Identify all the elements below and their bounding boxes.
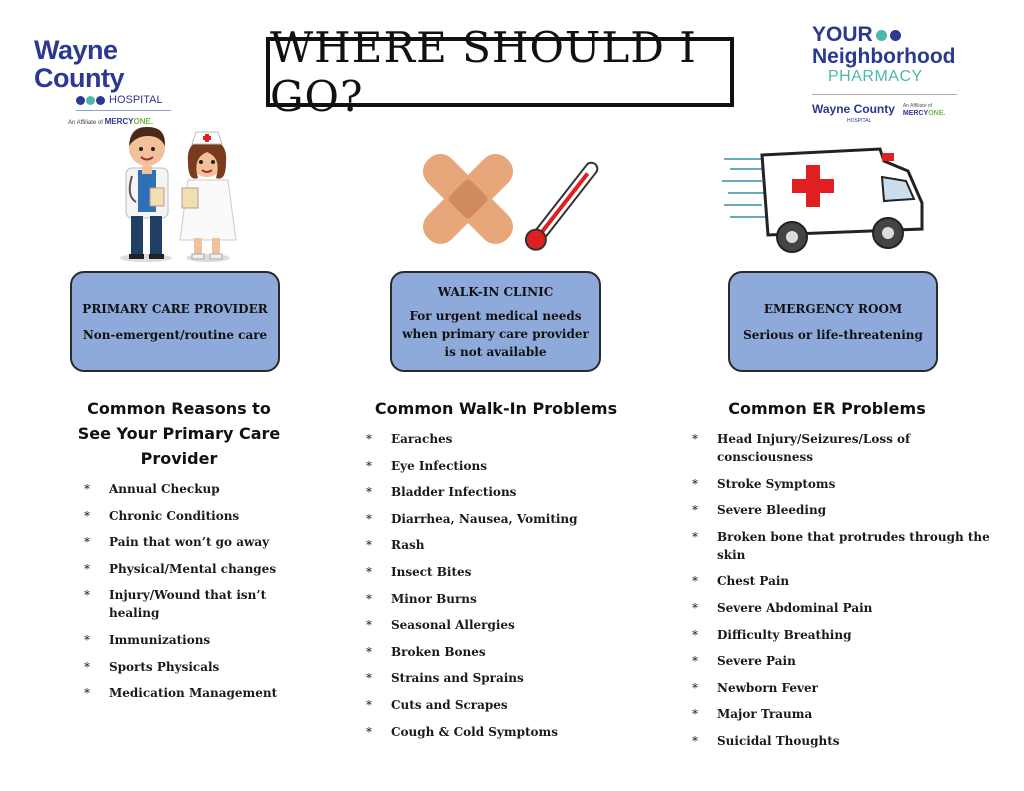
logo-line3: PHARMACY — [828, 68, 923, 85]
affiliate-line: An Affiliate of MERCYONE. — [68, 117, 154, 126]
sub-logo: Wayne County HOSPITAL — [812, 102, 895, 124]
er-box-text: Serious or life-threatening — [743, 327, 923, 342]
list-item: * Annual Checkup — [84, 480, 284, 498]
er-list — [692, 430, 992, 759]
list-item: * Chest Pain — [692, 572, 992, 590]
list-item: * Chronic Conditions — [84, 507, 284, 525]
logo-line2: Neighborhood — [812, 45, 956, 68]
pill-icon — [876, 30, 887, 41]
list-item: * Sports Physicals — [84, 658, 284, 676]
emergency-room-box — [728, 271, 938, 372]
page-title-box — [266, 23, 734, 121]
list-item: * Diarrhea, Nausea, Vomiting — [366, 510, 606, 528]
list-item: * Minor Burns — [366, 590, 606, 608]
list-item: * Suicidal Thoughts — [692, 732, 992, 750]
list-item: * Immunizations — [84, 631, 284, 649]
list-item: * Cuts and Scrapes — [366, 696, 606, 714]
list-item: * Newborn Fever — [692, 679, 992, 697]
ambulance-illustration — [722, 143, 932, 255]
primary-care-box-text: Non-emergent/routine care — [82, 327, 268, 342]
list-item: * Insect Bites — [366, 563, 606, 581]
list-item: * Broken bone that protrudes through the skin — [692, 528, 992, 564]
list-item: * Earaches — [366, 430, 606, 448]
list-item: * Severe Abdominal Pain — [692, 599, 992, 617]
doctor-nurse-illustration — [112, 118, 242, 266]
primary-care-heading: Common Reasons to See Your Primary Care Provider — [77, 399, 281, 468]
er-heading: Common ER Problems — [728, 399, 926, 418]
list-item: * Cough & Cold Symptoms — [366, 723, 606, 741]
list-item: * Stroke Symptoms — [692, 475, 992, 493]
list-item: * Head Injury/Seizures/Loss of consciousness — [692, 430, 992, 466]
bandage-thermometer-illustration — [413, 147, 605, 259]
logo-dots-icon — [76, 96, 105, 105]
list-item: * Difficulty Breathing — [692, 626, 992, 644]
primary-care-box — [70, 271, 280, 372]
list-item: * Seasonal Allergies — [366, 616, 606, 634]
walk-in-box-line2: when primary care provider — [402, 326, 589, 341]
walk-in-box-line3: is not available — [444, 344, 547, 359]
list-item: * Bladder Infections — [366, 483, 606, 501]
walk-in-box-line1: For urgent medical needs — [409, 308, 582, 323]
primary-care-box-title: PRIMARY CARE PROVIDER — [82, 301, 268, 316]
affiliate-line: An Affiliate of MERCYONE. — [902, 103, 946, 117]
wayne-county-hospital-logo — [34, 36, 204, 126]
logo-divider — [76, 110, 171, 111]
walk-in-heading: Common Walk-In Problems — [374, 399, 618, 418]
list-item: * Eye Infections — [366, 457, 606, 475]
er-box-title: EMERGENCY ROOM — [763, 301, 903, 316]
logo-name: Wayne County — [34, 35, 124, 93]
walk-in-box-title: WALK-IN CLINIC — [437, 284, 554, 299]
walk-in-list — [366, 430, 606, 749]
list-item: * Physical/Mental changes — [84, 560, 284, 578]
list-item: * Pain that won’t go away — [84, 533, 284, 551]
list-item: * Injury/Wound that isn’t healing — [84, 586, 284, 622]
logo-line1: YOUR — [812, 23, 873, 46]
page-title: WHERE SHOULD I GO? — [270, 23, 697, 121]
your-neighborhood-pharmacy-logo — [812, 24, 962, 127]
list-item: * Broken Bones — [366, 643, 606, 661]
pill-icon-2 — [890, 30, 901, 41]
logo-divider — [812, 94, 957, 95]
list-item: * Strains and Sprains — [366, 669, 606, 687]
list-item: * Severe Pain — [692, 652, 992, 670]
list-item: * Severe Bleeding — [692, 501, 992, 519]
logo-sub: HOSPITAL — [109, 94, 163, 106]
list-item: * Medication Management — [84, 684, 284, 702]
list-item: * Rash — [366, 536, 606, 554]
walk-in-clinic-box — [390, 271, 601, 372]
list-item: * Major Trauma — [692, 705, 992, 723]
primary-care-list — [84, 480, 284, 711]
